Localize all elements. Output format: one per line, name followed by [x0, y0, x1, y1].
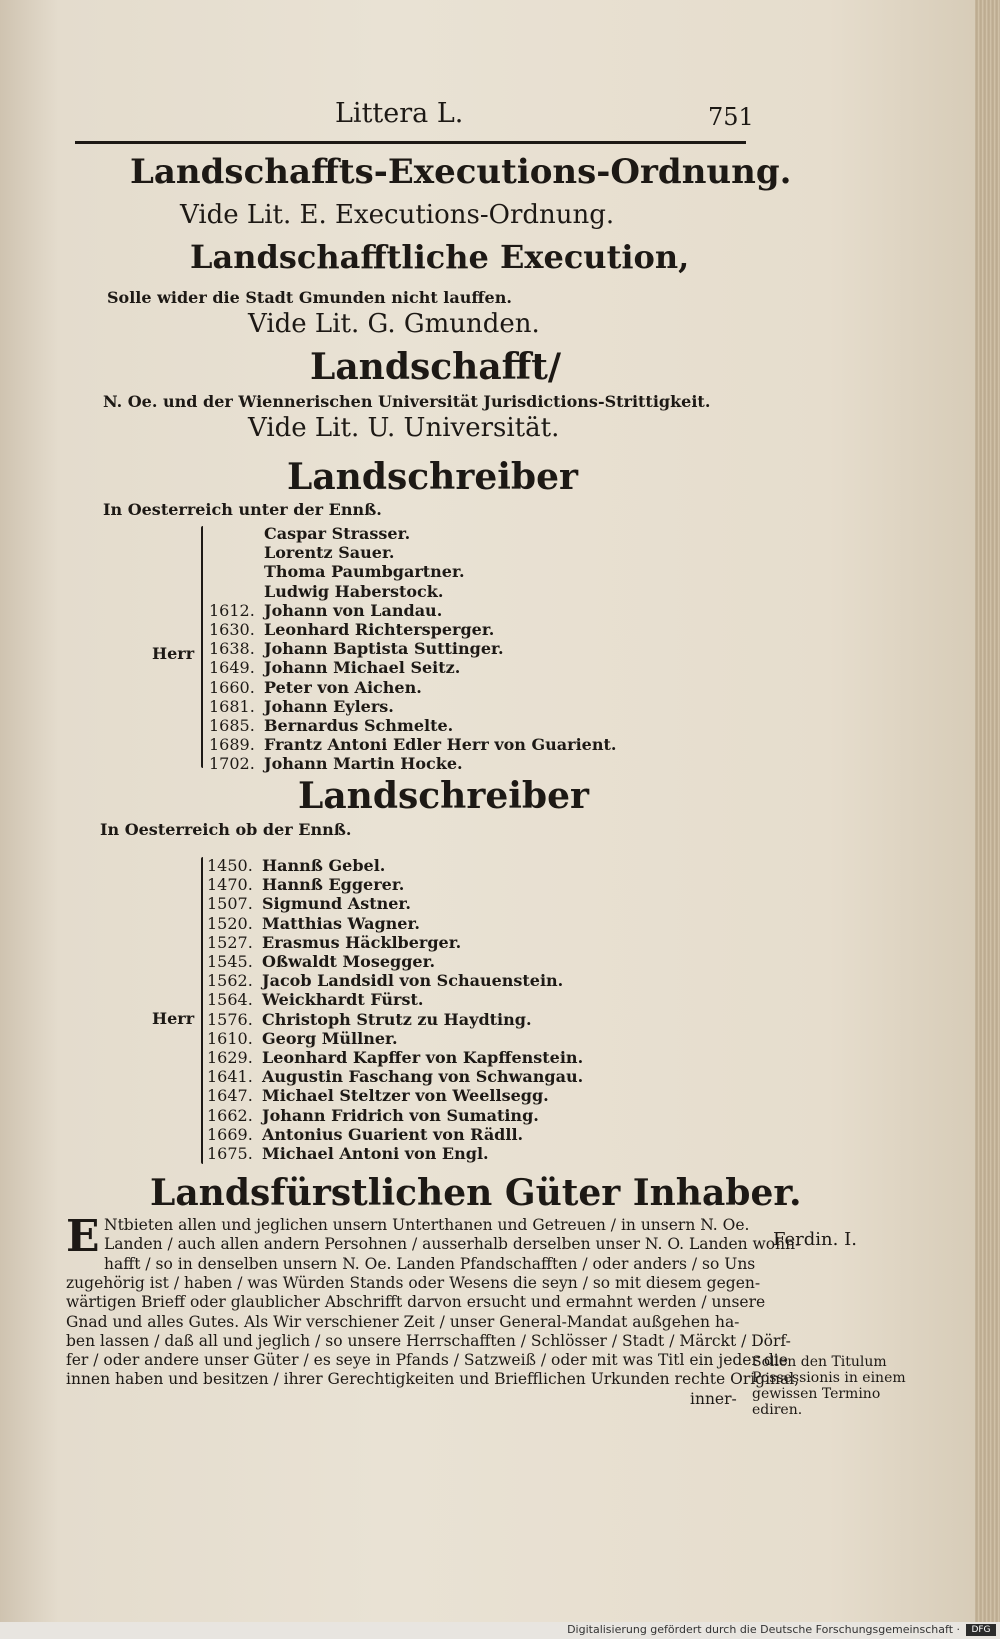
list-year: 1675.	[207, 1144, 253, 1163]
dfg-logo: DFG	[966, 1624, 996, 1636]
list-year: 1520.	[207, 913, 253, 933]
cross-reference: Vide Lit. E. Executions-Ordnung.	[180, 200, 615, 230]
list-name: Ludwig Haberstock.	[264, 581, 444, 601]
list-name: Hannß Gebel.	[262, 856, 386, 875]
list-year: 1641.	[207, 1067, 253, 1087]
list-year: 1450.	[207, 856, 253, 875]
list-year: 1576.	[207, 1009, 253, 1029]
list-name: Antonius Guarient von Rädll.	[262, 1124, 524, 1144]
footer-credit: Digitalisierung gefördert durch die Deutsche Forschungsgemeinschaft ·	[567, 1623, 960, 1636]
page-edge	[975, 0, 1000, 1622]
margin-note-line: ediren.	[752, 1402, 803, 1418]
body-line: zugehörig ist / haben / was Würden Stands oder Wesens die seyn / so mit diesem gegen-	[66, 1273, 761, 1292]
margin-note-line: Possessionis in einem	[752, 1370, 906, 1386]
list-name: Christoph Strutz zu Haydting.	[262, 1009, 532, 1029]
running-head: Littera L.	[335, 98, 464, 129]
body-line: innen haben und besitzen / ihrer Gerechtigkeiten und Briefflichen Urkunden rechte Original,	[66, 1370, 800, 1389]
cross-reference: Vide Lit. G. Gmunden.	[248, 309, 540, 339]
list-name: Weickhardt Fürst.	[262, 990, 424, 1010]
list-year: 1610.	[207, 1028, 253, 1048]
list-year: 1562.	[207, 971, 253, 991]
list-year: 1612.	[209, 600, 255, 620]
list-name: Jacob Landsidl von Schauenstein.	[262, 971, 564, 991]
footer-bar	[0, 1622, 1000, 1639]
list-name: Johann Martin Hocke.	[264, 754, 463, 774]
list-name: Oßwaldt Mosegger.	[262, 952, 436, 971]
list-name: Erasmus Häcklberger.	[262, 932, 462, 952]
list-name: Johann von Landau.	[264, 600, 443, 620]
list-year: 1649.	[209, 658, 255, 678]
body-line: wärtigen Brieff oder glaublicher Abschrifft darvon ersucht und ermahnt werden / unsere	[66, 1293, 766, 1312]
section-title-gueter-inhaber: Landsfürstlichen Güter Inhaber.	[150, 1172, 802, 1214]
brace	[201, 857, 203, 1164]
list-year: 1669.	[207, 1124, 253, 1144]
entry-text: In Oesterreich ob der Ennß.	[100, 820, 352, 839]
list-name: Augustin Faschang von Schwangau.	[262, 1067, 584, 1087]
list-name: Georg Müllner.	[262, 1028, 398, 1048]
list-year: 1470.	[207, 875, 253, 895]
list-year: 1647.	[207, 1086, 253, 1106]
list-name: Johann Fridrich von Sumating.	[262, 1105, 539, 1125]
list-name: Leonhard Kapffer von Kapffenstein.	[262, 1048, 584, 1067]
body-line: fer / oder andere unser Güter / es seye in Pfands / Satzweiß / oder mit was Titl ein jeder die	[66, 1351, 788, 1370]
list-name: Johann Eylers.	[264, 696, 394, 716]
list-year: 1545.	[207, 952, 253, 971]
list-name: Matthias Wagner.	[262, 913, 420, 933]
list-year: 1630.	[209, 620, 255, 639]
list-year: 1564.	[207, 990, 253, 1010]
margin-note-ferdinand: Ferdin. I.	[773, 1229, 857, 1250]
list-year: 1507.	[207, 894, 253, 914]
body-line: hafft / so in denselben unsern N. Oe. Landen Pfandschafften / oder anders / so Uns	[104, 1254, 756, 1273]
drop-cap: E	[66, 1211, 100, 1262]
section-title-executions-ordnung: Landschaffts-Executions-Ordnung.	[130, 152, 792, 192]
list-name: Thoma Paumbgartner.	[264, 562, 465, 582]
list-year: 1662.	[207, 1105, 253, 1125]
section-title-landschreiber-ob: Landschreiber	[298, 775, 589, 817]
brace-label: Herr	[152, 644, 195, 663]
entry-text: Solle wider die Stadt Gmunden nicht lauffen.	[107, 288, 512, 307]
list-year: 1660.	[209, 677, 255, 697]
list-name: Bernardus Schmelte.	[264, 716, 454, 735]
body-line: Landen / auch allen andern Persohnen / ausserhalb derselben unser N. O. Landen wohn-	[104, 1235, 801, 1254]
section-title-landschafft: Landschafft/	[310, 346, 561, 388]
brace-label: Herr	[152, 1009, 195, 1028]
list-name: Caspar Strasser.	[264, 524, 411, 543]
entry-text: N. Oe. und der Wiennerischen Universität Jurisdictions-Strittigkeit.	[103, 392, 711, 411]
brace	[201, 526, 203, 768]
list-name: Johann Baptista Suttinger.	[264, 639, 504, 659]
margin-note-line: gewissen Termino	[752, 1386, 881, 1402]
body-line: ben lassen / daß all und jeglich / so unsere Herrschafften / Schlösser / Stadt / Märckt / Dörf-	[66, 1331, 791, 1350]
list-year: 1685.	[209, 716, 255, 735]
list-year: 1689.	[209, 735, 255, 755]
list-name: Leonhard Richtersperger.	[264, 620, 495, 639]
list-name: Peter von Aichen.	[264, 677, 422, 697]
section-title-landschreiber-unter: Landschreiber	[287, 456, 578, 498]
header-rule	[75, 141, 746, 144]
list-year: 1681.	[209, 696, 255, 716]
body-line: Gnad und alles Gutes. Als Wir verschiener Zeit / unser General-Mandat außgehen ha-	[66, 1312, 740, 1331]
list-name: Lorentz Sauer.	[264, 543, 395, 563]
entry-text: In Oesterreich unter der Ennß.	[103, 500, 382, 519]
section-title-execution: Landschafftliche Execution,	[190, 238, 690, 276]
body-line: inner-	[690, 1389, 737, 1408]
margin-note-line: Sollen den Titulum	[752, 1354, 887, 1370]
cross-reference: Vide Lit. U. Universität.	[248, 413, 560, 443]
list-year: 1527.	[207, 932, 253, 952]
page-number: 751	[708, 103, 754, 131]
list-name: Michael Steltzer von Weellsegg.	[262, 1086, 549, 1106]
list-name: Frantz Antoni Edler Herr von Guarient.	[264, 735, 617, 755]
body-line: Ntbieten allen und jeglichen unsern Unterthanen und Getreuen / in unsern N. Oe.	[104, 1216, 750, 1234]
list-year: 1629.	[207, 1048, 253, 1067]
list-name: Johann Michael Seitz.	[264, 658, 461, 678]
list-name: Hannß Eggerer.	[262, 875, 405, 895]
list-name: Michael Antoni von Engl.	[262, 1144, 489, 1163]
list-year: 1702.	[209, 754, 255, 774]
list-name: Sigmund Astner.	[262, 894, 411, 914]
list-year: 1638.	[209, 639, 255, 659]
